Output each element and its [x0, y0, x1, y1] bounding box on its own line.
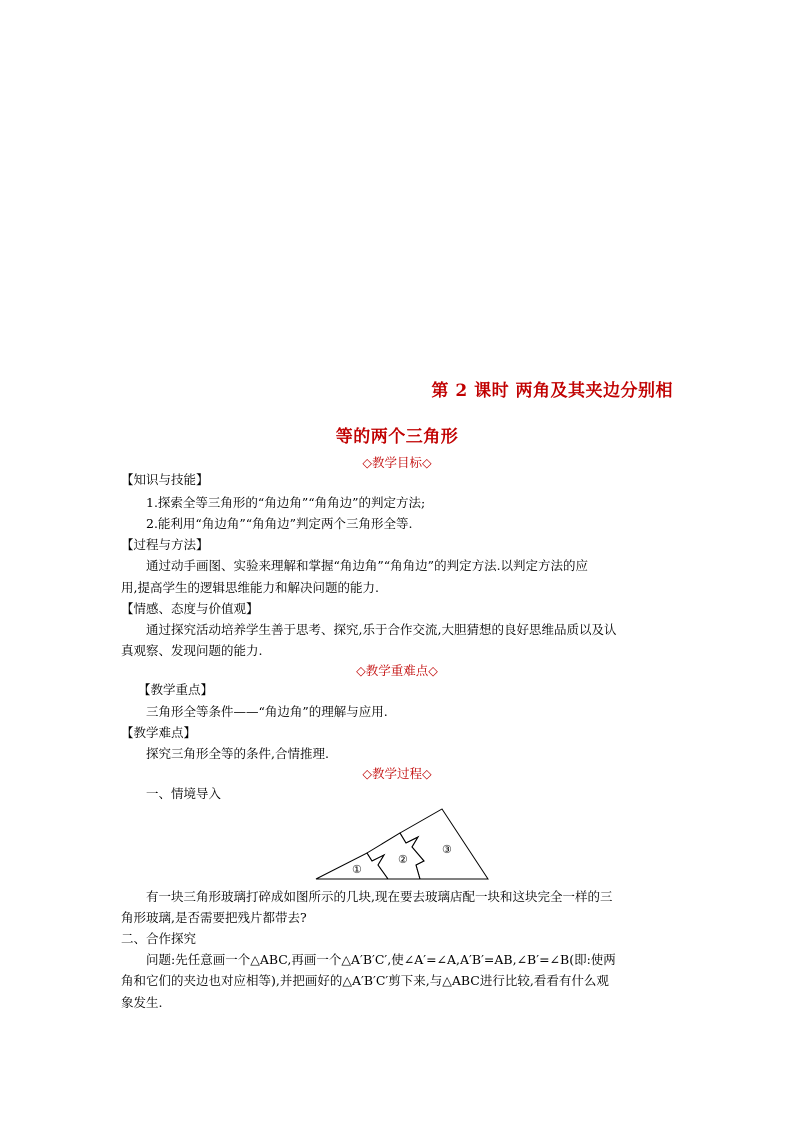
broken-glass-triangle-figure	[312, 803, 492, 883]
process-paragraph-line2: 用,提高学生的逻辑思维能力和解决问题的能力.	[121, 580, 379, 595]
emotion-paragraph-line2: 真观察、发现问题的能力.	[121, 643, 263, 658]
knowledge-item-2: 2.能利用“角边角”“角角边”判定两个三角形全等.	[146, 516, 413, 531]
lesson-title-line1: 第 2 课时 两角及其夹边分别相	[431, 381, 673, 401]
piece-label-3: ③	[442, 843, 452, 856]
lesson-title-line2: 等的两个三角形	[335, 427, 459, 447]
focus-text: 三角形全等条件——“角边角”的理解与应用.	[146, 704, 388, 719]
step-cooperative-inquiry: 二、合作探究	[121, 931, 197, 946]
glass-piece-2	[367, 833, 424, 879]
step-scenario-intro: 一、情境导入	[146, 786, 222, 801]
knowledge-item-1: 1.探索全等三角形的“角边角”“角角边”的判定方法;	[146, 495, 426, 510]
difficulty-heading: 【教学难点】	[121, 725, 197, 740]
intro-paragraph-line1: 有一块三角形玻璃打碎成如图所示的几块,现在要去玻璃店配一块和这块完全一样的三	[146, 889, 613, 904]
difficulty-text: 探究三角形全等的条件,合情推理.	[146, 746, 329, 761]
piece-label-1: ①	[352, 863, 362, 876]
intro-paragraph-line2: 角形玻璃,是否需要把残片都带去?	[121, 910, 307, 925]
section-objectives: ◇教学目标◇	[362, 455, 432, 470]
emotion-paragraph-line1: 通过探究活动培养学生善于思考、探究,乐于合作交流,大胆猜想的良好思维品质以及认	[146, 622, 617, 637]
section-process: ◇教学过程◇	[362, 766, 432, 781]
question-line2: 角和它们的夹边也对应相等),并把画好的△A′B′C′剪下来,与△ABC进行比较,看看有什么观	[121, 973, 609, 988]
knowledge-heading: 【知识与技能】	[121, 472, 209, 487]
process-heading: 【过程与方法】	[121, 537, 209, 552]
piece-label-2: ②	[398, 853, 408, 866]
section-key-points: ◇教学重难点◇	[356, 663, 438, 678]
process-paragraph-line1: 通过动手画图、实验来理解和掌握“角边角”“角角边”的判定方法.以判定方法的应	[146, 558, 589, 573]
focus-heading: 【教学重点】	[138, 682, 214, 697]
emotion-heading: 【情感、态度与价值观】	[121, 601, 259, 616]
question-line1: 问题:先任意画一个△ABC,再画一个△A′B′C′,使∠A′=∠A,A′B′=AB,∠B′=∠B(即:使两	[146, 952, 616, 967]
question-line3: 象发生.	[121, 995, 163, 1010]
